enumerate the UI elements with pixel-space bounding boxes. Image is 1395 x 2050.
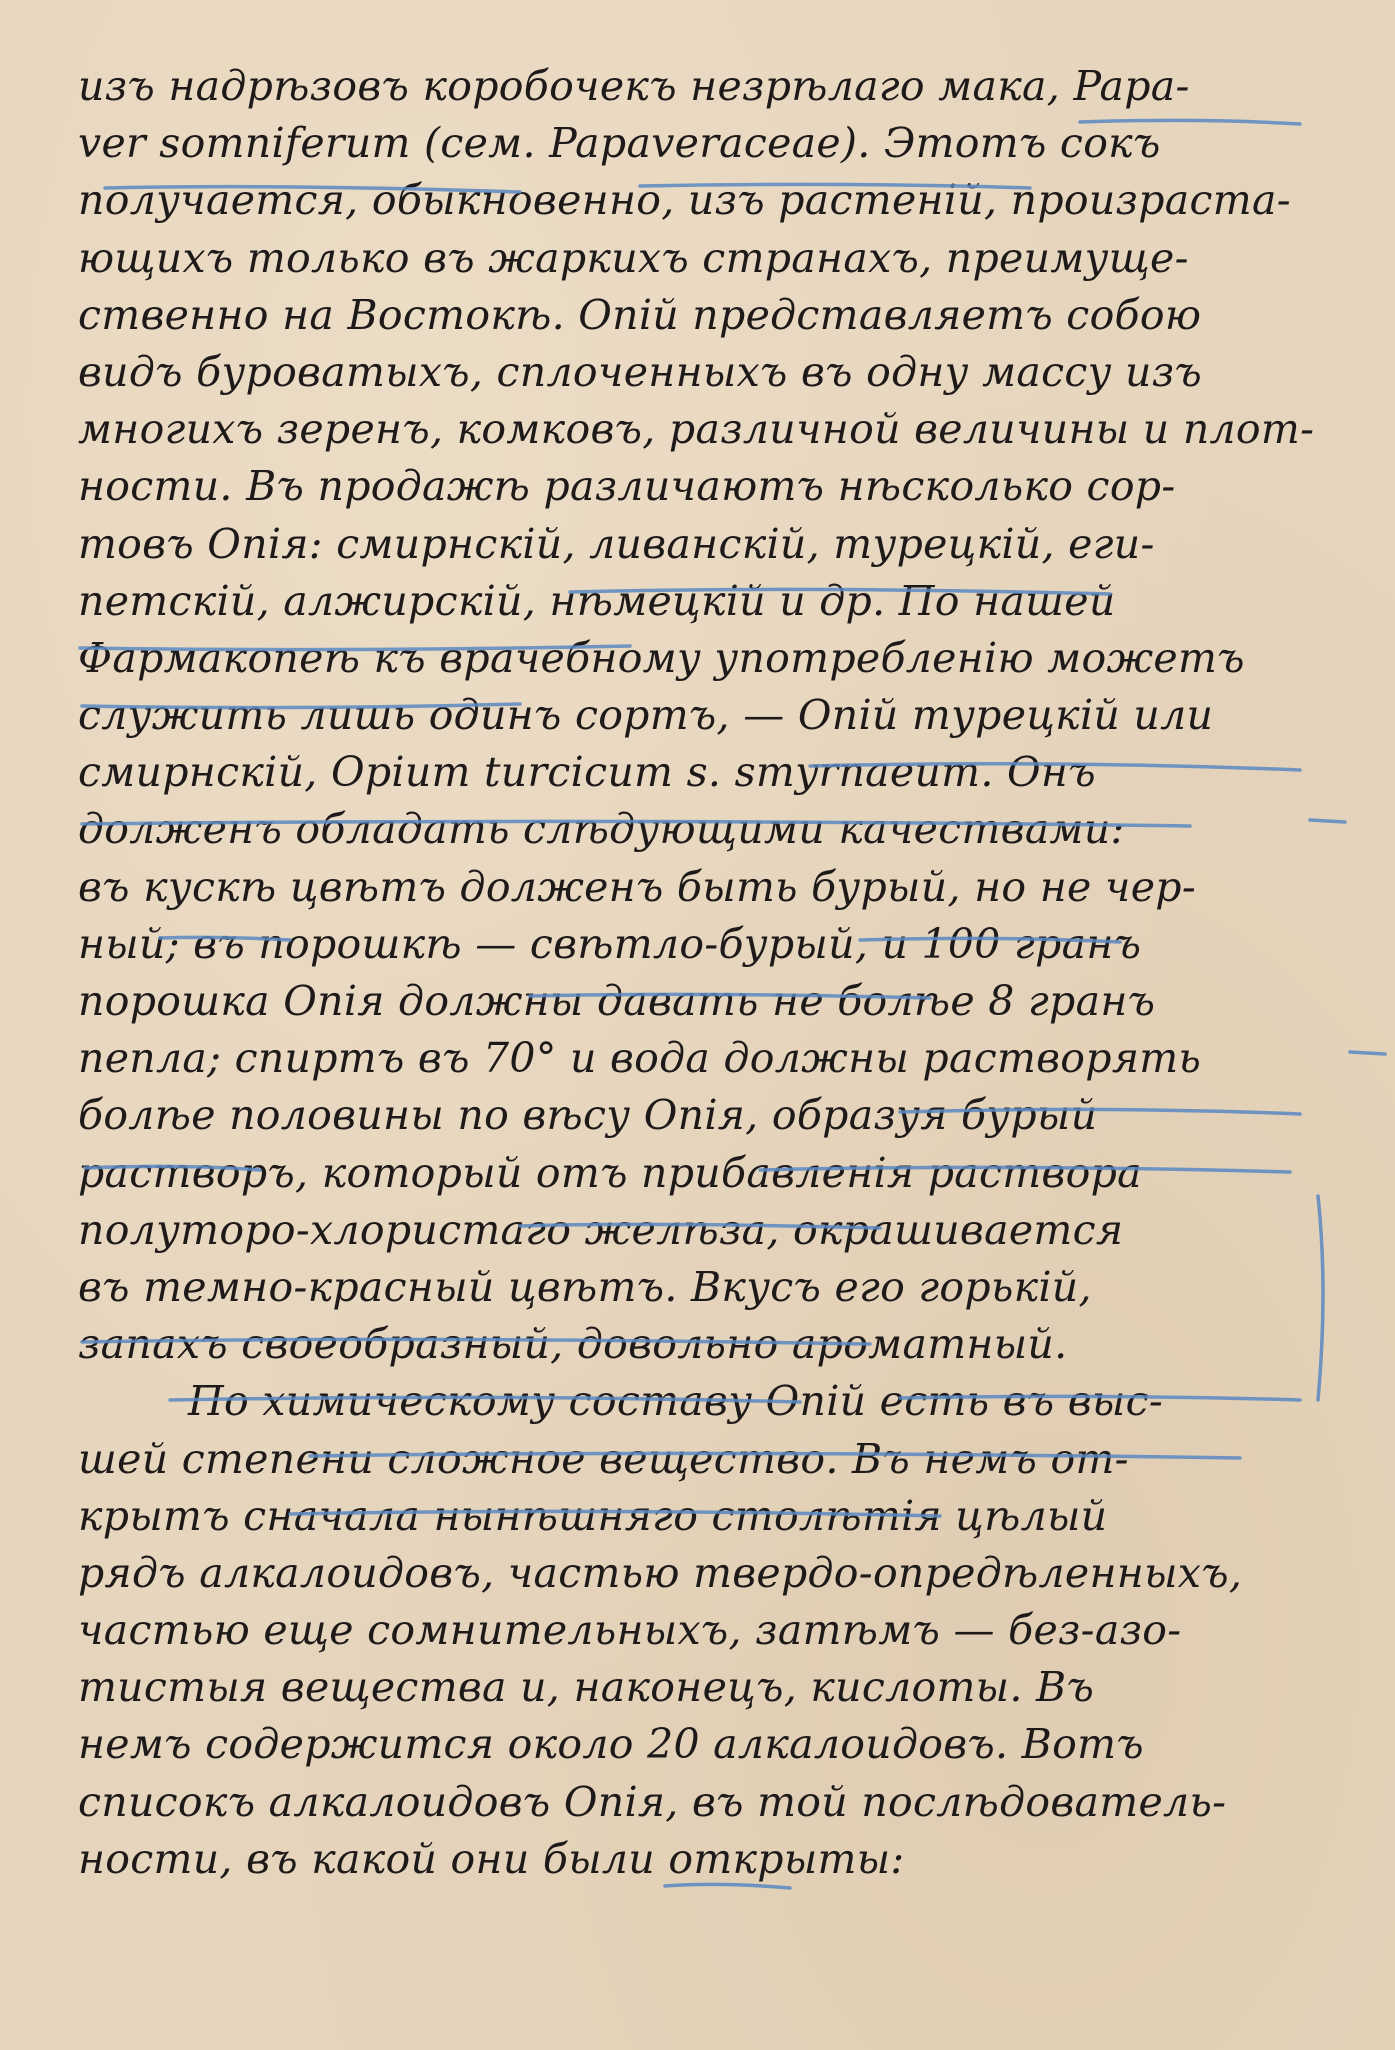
text-line-12: служить лишь одинъ сортъ, — Опій турецкій или bbox=[78, 691, 1214, 740]
text-line-13: смирнскій, Opium turcicum s. smyrnaeum. Онъ bbox=[78, 748, 1096, 797]
text-line-2: ver somniferum (сем. Papaveraceae). Этотъ сокъ bbox=[78, 119, 1161, 168]
text-line-22: въ темно-красный цвѣтъ. Вкусъ его горькій, bbox=[78, 1262, 1092, 1311]
text-line-31: списокъ алкалоидовъ Опія, въ той послѣдователь- bbox=[78, 1777, 1227, 1826]
text-line-7: многихъ зеренъ, комковъ, различной величины и плот- bbox=[78, 405, 1315, 454]
text-line-6: видъ буроватыхъ, сплоченныхъ въ одну массу изъ bbox=[78, 347, 1203, 396]
text-line-1: изъ надрѣзовъ коробочекъ незрѣлаго мака, Papa- bbox=[78, 62, 1190, 110]
text-line-25: шей степени сложное вещество. Въ немъ от- bbox=[78, 1434, 1129, 1483]
text-line-5: ственно на Востокѣ. Опій представляетъ собою bbox=[78, 290, 1202, 339]
text-line-19: болѣе половины по вѣсу Опія, образуя бурый bbox=[78, 1091, 1098, 1140]
text-line-15: въ кускѣ цвѣтъ долженъ быть бурый, но не чер- bbox=[78, 862, 1196, 911]
text-line-4: ющихъ только въ жаркихъ странахъ, преимуще- bbox=[78, 233, 1189, 282]
text-line-16: ный; въ порошкѣ — свѣтло-бурый, и 100 гранъ bbox=[78, 919, 1142, 968]
text-line-17: порошка Опія должны давать не болѣе 8 гранъ bbox=[78, 977, 1156, 1025]
text-line-32: ности, въ какой они были открыты: bbox=[78, 1834, 905, 1883]
text-line-27: рядъ алкалоидовъ, частью твердо-опредѣленныхъ, bbox=[78, 1548, 1243, 1597]
text-line-9: товъ Опія: смирнскій, ливанскій, турецкій, еги- bbox=[78, 519, 1155, 568]
text-line-20: растворъ, который отъ прибавленія раствора bbox=[78, 1148, 1142, 1197]
text-line-29: тистыя вещества и, наконецъ, кислоты. Въ bbox=[78, 1663, 1095, 1712]
text-line-26: крытъ сначала нынѣшняго столѣтія цѣлый bbox=[78, 1491, 1108, 1540]
text-line-21: полуторо-хлористаго желѣза, окрашивается bbox=[78, 1205, 1124, 1254]
text-line-11: Фармакопеѣ къ врачебному употребленію можетъ bbox=[78, 633, 1245, 682]
text-line-28: частью еще сомнительныхъ, затѣмъ — без-азо- bbox=[78, 1606, 1182, 1655]
margin-dash-2 bbox=[1350, 1052, 1385, 1054]
text-line-30: немъ содержится около 20 алкалоидовъ. Вотъ bbox=[78, 1720, 1144, 1769]
text-line-3: получается, обыкновенно, изъ растеній, произраста- bbox=[78, 176, 1291, 225]
text-line-10: петскій, алжирскій, нѣмецкій и др. По нашей bbox=[78, 576, 1116, 625]
handwritten-text-block bbox=[78, 58, 1338, 1888]
text-line-24: По химическому составу Опій есть въ выс- bbox=[188, 1377, 1164, 1426]
text-line-8: ности. Въ продажѣ различаютъ нѣсколько сор- bbox=[78, 462, 1176, 511]
text-line-14: долженъ обладать слѣдующими качествами: bbox=[78, 805, 1125, 854]
text-line-23: запахъ своеобразный, довольно ароматный. bbox=[78, 1320, 1068, 1369]
text-line-18: пепла; спиртъ въ 70° и вода должны растворять bbox=[78, 1034, 1202, 1083]
